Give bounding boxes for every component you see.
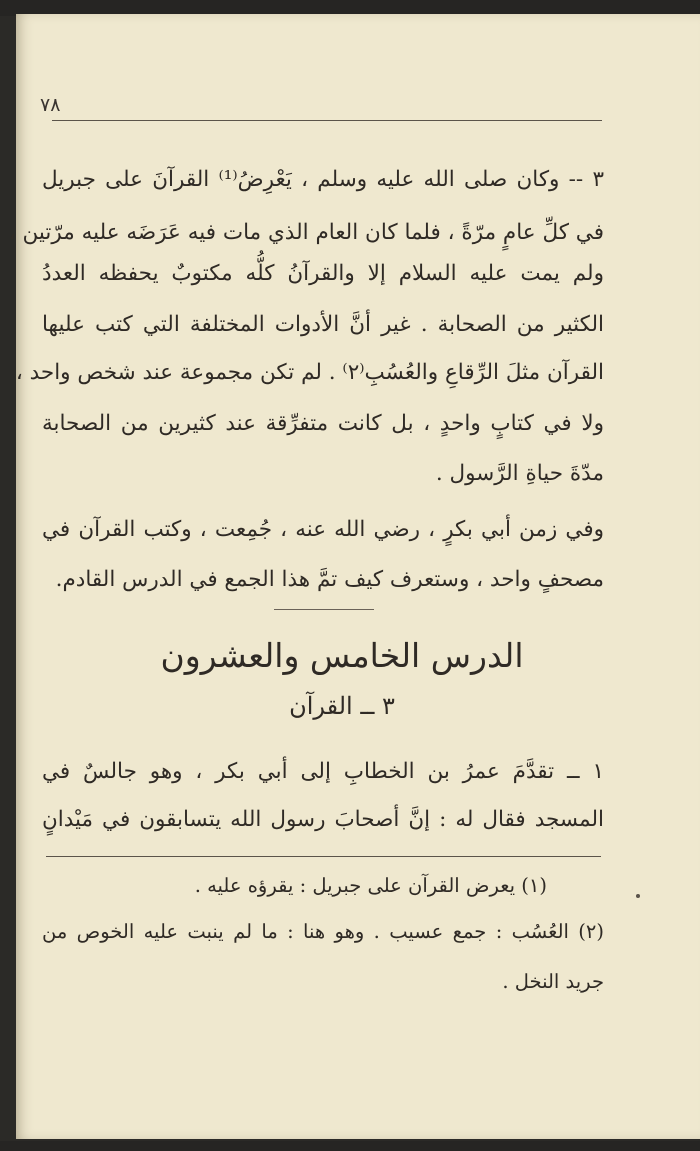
body-line: ١ ــ تقدَّمَ عمرُ بن الخطابِ إلى أبي بكر ، وهو جالسٌ في — [42, 759, 604, 784]
lesson-subtitle: ٣ ــ القرآن — [289, 692, 395, 720]
page-number: ٧٨ — [40, 94, 61, 116]
lesson-title: الدرس الخامس والعشرون — [160, 636, 524, 675]
footnote: (٢) العُسُب : جمع عسيب . وهو هنا : ما لم ينبت عليه الخوص من — [42, 920, 604, 943]
footnote: جريد النخل . — [502, 970, 604, 993]
bottom-edge — [0, 1141, 700, 1151]
ink-speck — [636, 894, 640, 898]
body-line: وفي زمن أبي بكرٍ ، رضي الله عنه ، جُمِعت ، وكتب القرآن في — [42, 517, 604, 542]
footnote-rule — [46, 856, 601, 857]
body-line: المسجد فقال له : إنَّ أصحابَ رسول الله يتسابقون في مَيْدانٍ — [42, 807, 604, 832]
body-line: ولا في كتابٍ واحدٍ ، بل كانت متفرِّقة عند كثيرين من الصحابة — [42, 411, 604, 436]
header-rule — [52, 120, 602, 121]
body-line: في كلِّ عامٍ مرّةً ، فلما كان العام الذي مات فيه عَرَضَه عليه مرّتين ، — [8, 220, 604, 245]
book-page — [8, 14, 700, 1139]
body-line: مدّةَ حياةِ الرَّسول . — [435, 461, 604, 486]
body-line: ولم يمت عليه السلام إلا والقرآنُ كلُّه مكتوبٌ يحفظه العددُ — [42, 261, 604, 286]
footnote: (١) يعرض القرآن على جبريل : يقرؤه عليه . — [194, 874, 547, 897]
body-line: القرآن مثلَ الرِّقاعِ والعُسُبِ⁽٢⁾ . لم تكن مجموعة عند شخص واحد ، — [15, 360, 604, 385]
body-line: ٣ -- وكان صلى الله عليه وسلم ، يَعْرِضُ⁽¹⁾ القرآنَ على جبريل — [42, 167, 604, 192]
body-line: مصحفٍ واحد ، وستعرف كيف تمَّ هذا الجمع في الدرس القادم. — [55, 567, 604, 592]
section-divider — [274, 609, 374, 610]
body-line: الكثير من الصحابة . غير أنَّ الأدوات المختلفة التي كتب عليها — [42, 312, 604, 337]
